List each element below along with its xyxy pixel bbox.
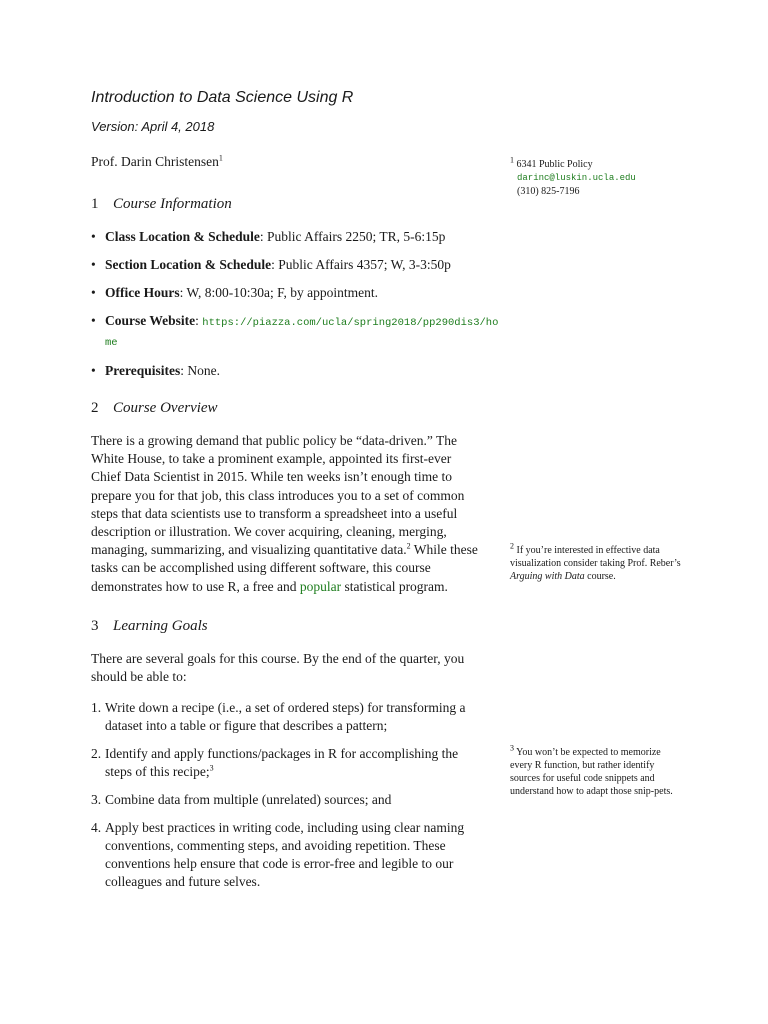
sidenote-text: If you’re interested in effective data visualization consider taking Prof. Reber’s <box>510 545 681 569</box>
goal-item <box>91 745 486 781</box>
item-label: Section Location & Schedule <box>105 257 272 272</box>
section-heading-course-overview <box>91 400 218 417</box>
goal-number: 2. <box>91 746 102 761</box>
sidenote-mark: 3 <box>510 743 514 753</box>
course-website-link[interactable]: https://piazza.com/ucla/spring2018/pp290dis3/home <box>105 317 499 349</box>
office-address: 6341 Public Policy <box>516 159 593 170</box>
goal-text: Write down a recipe (i.e., a set of ordered steps) for transforming a dataset into a table or figure that describes a pattern; <box>105 700 466 733</box>
email-link[interactable]: darinc@luskin.ucla.edu <box>517 173 636 183</box>
section-number: 2 <box>91 400 99 416</box>
item-label: Prerequisites <box>105 363 181 378</box>
course-info-list <box>91 228 501 390</box>
author-name: Prof. Darin Christensen <box>91 154 219 169</box>
popular-link[interactable]: popular <box>299 578 342 594</box>
phone-number: (310) 825-7196 <box>517 186 580 197</box>
item-label: Office Hours <box>105 285 180 300</box>
item-separator: : <box>195 313 203 328</box>
goal-number: 3. <box>91 792 102 807</box>
item-value: : W, 8:00-10:30a; F, by appointment. <box>179 285 379 300</box>
course-title: Arguing with Data <box>510 571 585 582</box>
sidenote-contact <box>510 155 685 198</box>
goal-text: Combine data from multiple (unrelated) sources; and <box>105 792 392 807</box>
section-title: Learning Goals <box>113 618 208 634</box>
goal-number: 1. <box>91 700 102 715</box>
section-number: 3 <box>91 618 99 634</box>
list-item-section-location <box>91 256 501 274</box>
goal-item <box>91 791 486 809</box>
footnote-ref-1[interactable]: 1 <box>218 153 223 163</box>
item-value: : Public Affairs 4357; W, 3-3:50p <box>271 257 451 272</box>
sidenote-viz <box>510 541 685 583</box>
sidenote-text: You won’t be expected to memorize every R function, but rather identify sources for useful code snippets and understand how to adapt those snip-pets. <box>510 747 673 797</box>
overview-paragraph <box>91 432 481 596</box>
sidenote-text-end: course. <box>584 571 616 582</box>
item-label: Class Location & Schedule <box>105 229 260 244</box>
list-item-office-hours <box>91 284 501 302</box>
sidenote-mark: 2 <box>510 541 514 551</box>
sidenote-mark: 1 <box>510 155 514 165</box>
footnote-ref-3[interactable]: 3 <box>209 763 214 773</box>
overview-text-continued: While these tasks can be accomplished using different software, this course demonstrates how to use R, a free and <box>91 542 478 594</box>
section-heading-course-information <box>91 196 232 213</box>
list-item-course-website <box>91 312 501 352</box>
list-item-prerequisites <box>91 362 501 380</box>
section-title: Course Overview <box>113 400 218 416</box>
item-value: : None. <box>180 363 220 378</box>
document-title: Introduction to Data Science Using R <box>91 89 354 106</box>
overview-text: There is a growing demand that public policy be “data-driven.” The White House, to take a prominent example, appointed its first-ever Chief Data Scientist in 2015. While ten weeks isn’t enough time to prepare you for that job, this class introduces you to a set of common steps that data scientists use to transform a spreadsheet into a useful description or illustration. We cover acquiring, cleaning, merging, managing, summarizing, and visualizing quantitative data. <box>91 433 465 558</box>
section-heading-learning-goals <box>91 618 208 635</box>
goal-number: 4. <box>91 820 102 835</box>
footnote-ref-2[interactable]: 2 <box>406 541 411 551</box>
version-date: Version: April 4, 2018 <box>91 119 215 134</box>
section-title: Course Information <box>113 196 232 212</box>
goals-intro: There are several goals for this course. By the end of the quarter, you should be able to: <box>91 651 465 685</box>
goal-text: Identify and apply functions/packages in R for accomplishing the steps of this recipe; <box>105 746 459 779</box>
list-item-class-location <box>91 228 501 246</box>
goal-item <box>91 699 486 735</box>
sidenote-memorize <box>510 743 685 798</box>
goal-text: Apply best practices in writing code, including using clear naming conventions, commenting steps, and avoiding repetition. These conventions help ensure that code is error-free and legible to our colleagues and future selves. <box>105 820 465 889</box>
item-value: : Public Affairs 2250; TR, 5-6:15p <box>259 229 446 244</box>
goal-item <box>91 819 486 891</box>
item-label: Course Website <box>105 313 196 328</box>
author-line <box>91 154 223 170</box>
overview-text-end: statistical program. <box>341 578 448 594</box>
goals-list <box>91 699 486 901</box>
section-number: 1 <box>91 196 99 212</box>
